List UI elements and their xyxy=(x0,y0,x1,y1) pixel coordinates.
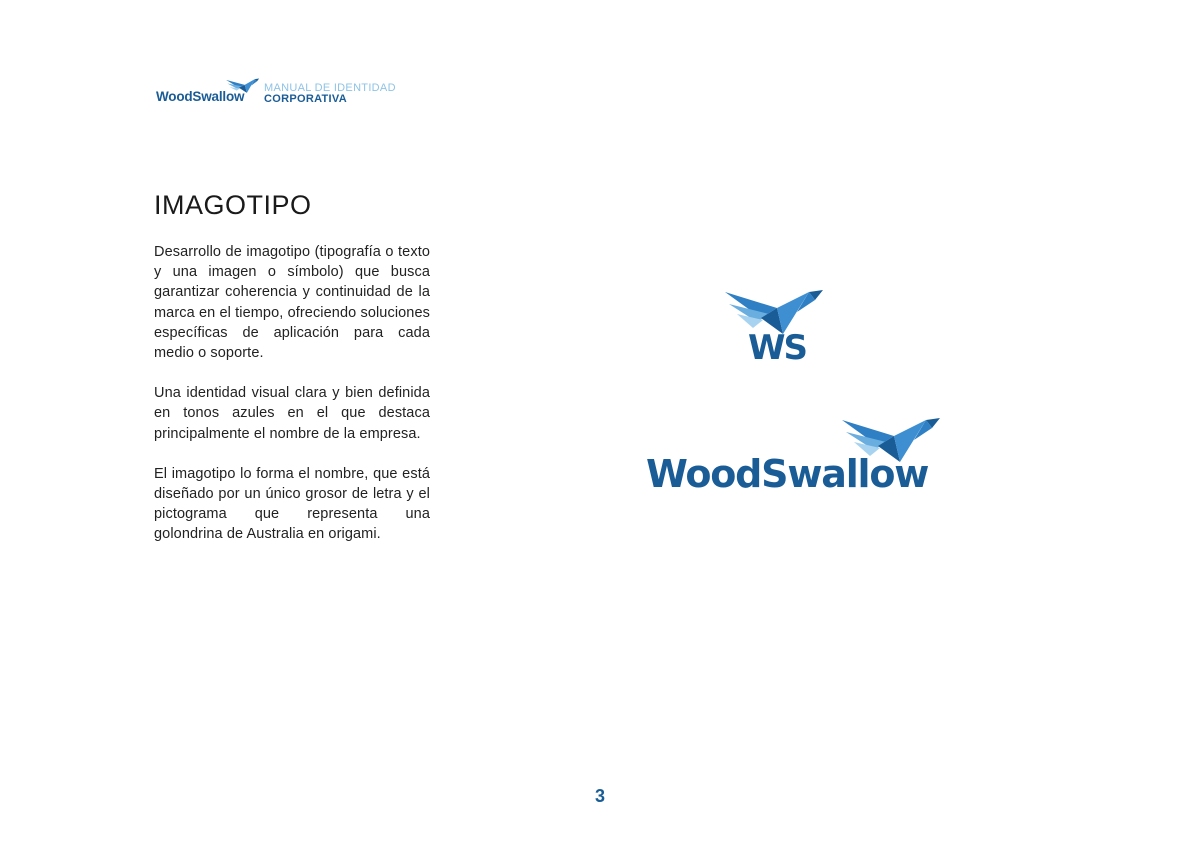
header-subtitle-line2: CORPORATIVA xyxy=(264,93,347,105)
body-text xyxy=(154,242,430,565)
paragraph: El imagotipo lo forma el nombre, que está diseñado por un único grosor de letra y el pictograma que representa una golondrina de Australia en origami. xyxy=(154,465,430,543)
page-title: IMAGOTIPO xyxy=(154,190,312,220)
header-bird-icon xyxy=(226,76,262,96)
page-number: 3 xyxy=(594,786,605,806)
monogram-logo xyxy=(722,288,828,370)
paragraph: Una identidad visual clara y bien definida en tonos azules en el que destaca principalmente el nombre de la empresa. xyxy=(154,385,430,442)
paragraph: Desarrollo de imagotipo (tipografía o texto y una imagen o símbolo) que busca garantizar coherencia y continuidad de la marca en el tiempo, ofreciendo soluciones específicas de aplicación para cada medio o soporte. xyxy=(154,244,430,362)
header-subtitle-line1: MANUAL DE IDENTIDAD xyxy=(264,82,396,94)
header-brand-name: WoodSwallow xyxy=(156,89,245,104)
monogram-text: WS xyxy=(748,328,806,368)
header xyxy=(156,76,426,110)
wordmark-logo xyxy=(646,416,946,498)
wordmark-text: WoodSwallow xyxy=(646,452,929,496)
